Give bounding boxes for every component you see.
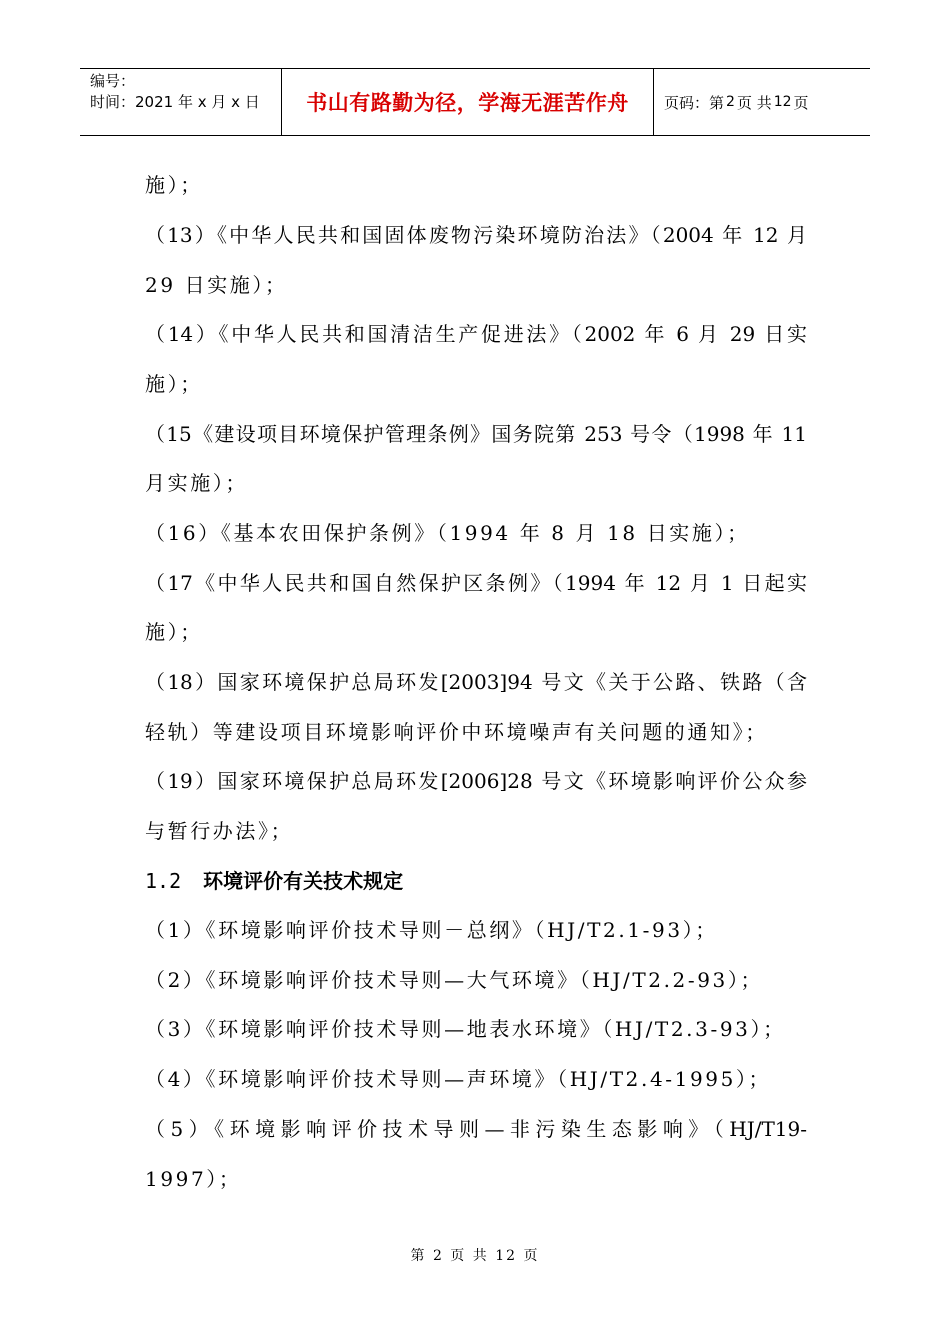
page-label-prefix: 页码：第 <box>664 93 725 112</box>
page-footer: 第 2 页 共 12 页 <box>410 1248 540 1264</box>
body-line: （1）《环境影响评价技术导则－总纲》（HJ/T2.1-93）； <box>145 918 718 942</box>
body-line: 1997）； <box>145 1167 242 1191</box>
date-label: 时间：2021 年 x 月 x 日 <box>90 93 260 111</box>
page-label-suffix: 页 <box>793 93 809 112</box>
page-total-number: 12 <box>773 94 792 110</box>
body-line: （19）国家环境保护总局环发[2006]28 号文《环境影响评价公众参 <box>145 769 807 793</box>
body-line: 施）； <box>145 372 203 396</box>
body-line: （15《建设项目环境保护管理条例》国务院第 253 号令（1998 年 11 <box>145 422 807 446</box>
serial-number-label: 编号： <box>90 72 136 90</box>
body-line: （16）《基本农田保护条例》（1994 年 8 月 18 日实施）； <box>145 521 750 545</box>
body-line: 施）； <box>145 620 203 644</box>
body-line: （5）《环境影响评价技术导则—非污染生态影响》（HJ/T19- <box>145 1117 807 1141</box>
section-title: 环境评价有关技术规定 <box>203 869 404 893</box>
body-line: 施）； <box>145 173 203 197</box>
page-label-mid: 页 共 <box>736 93 772 112</box>
page-current-number: 2 <box>726 94 735 110</box>
section-heading <box>145 866 403 896</box>
page-header <box>80 68 870 136</box>
body-line: 月实施）； <box>145 471 248 495</box>
body-line: （3）《环境影响评价技术导则—地表水环境》（HJ/T2.3-93）； <box>145 1017 786 1041</box>
section-number: 1.2 <box>145 869 182 893</box>
body-line: （4）《环境影响评价技术导则—声环境》（HJ/T2.4-1995）； <box>145 1067 772 1091</box>
header-meta-cell <box>80 69 282 135</box>
body-line: 29 日实施）； <box>145 273 288 297</box>
header-motto: 书山有路勤为径，学海无涯苦作舟 <box>306 91 629 115</box>
body-line: （13）《中华人民共和国固体废物污染环境防治法》（2004 年 12 月 <box>145 223 807 247</box>
body-line: 与暂行办法》； <box>145 819 294 843</box>
header-motto-cell <box>282 69 654 135</box>
body-line: （14）《中华人民共和国清洁生产促进法》（2002 年 6 月 29 日实 <box>145 322 807 346</box>
header-page-cell <box>654 69 870 135</box>
body-line: 轻轨）等建设项目环境影响评价中环境噪声有关问题的通知》； <box>145 720 768 744</box>
body-line: （18）国家环境保护总局环发[2003]94 号文《关于公路、铁路（含 <box>145 670 807 694</box>
body-line: （2）《环境影响评价技术导则—大气环境》（HJ/T2.2-93）； <box>145 968 764 992</box>
body-line: （17《中华人民共和国自然保护区条例》（1994 年 12 月 1 日起实 <box>145 571 807 595</box>
